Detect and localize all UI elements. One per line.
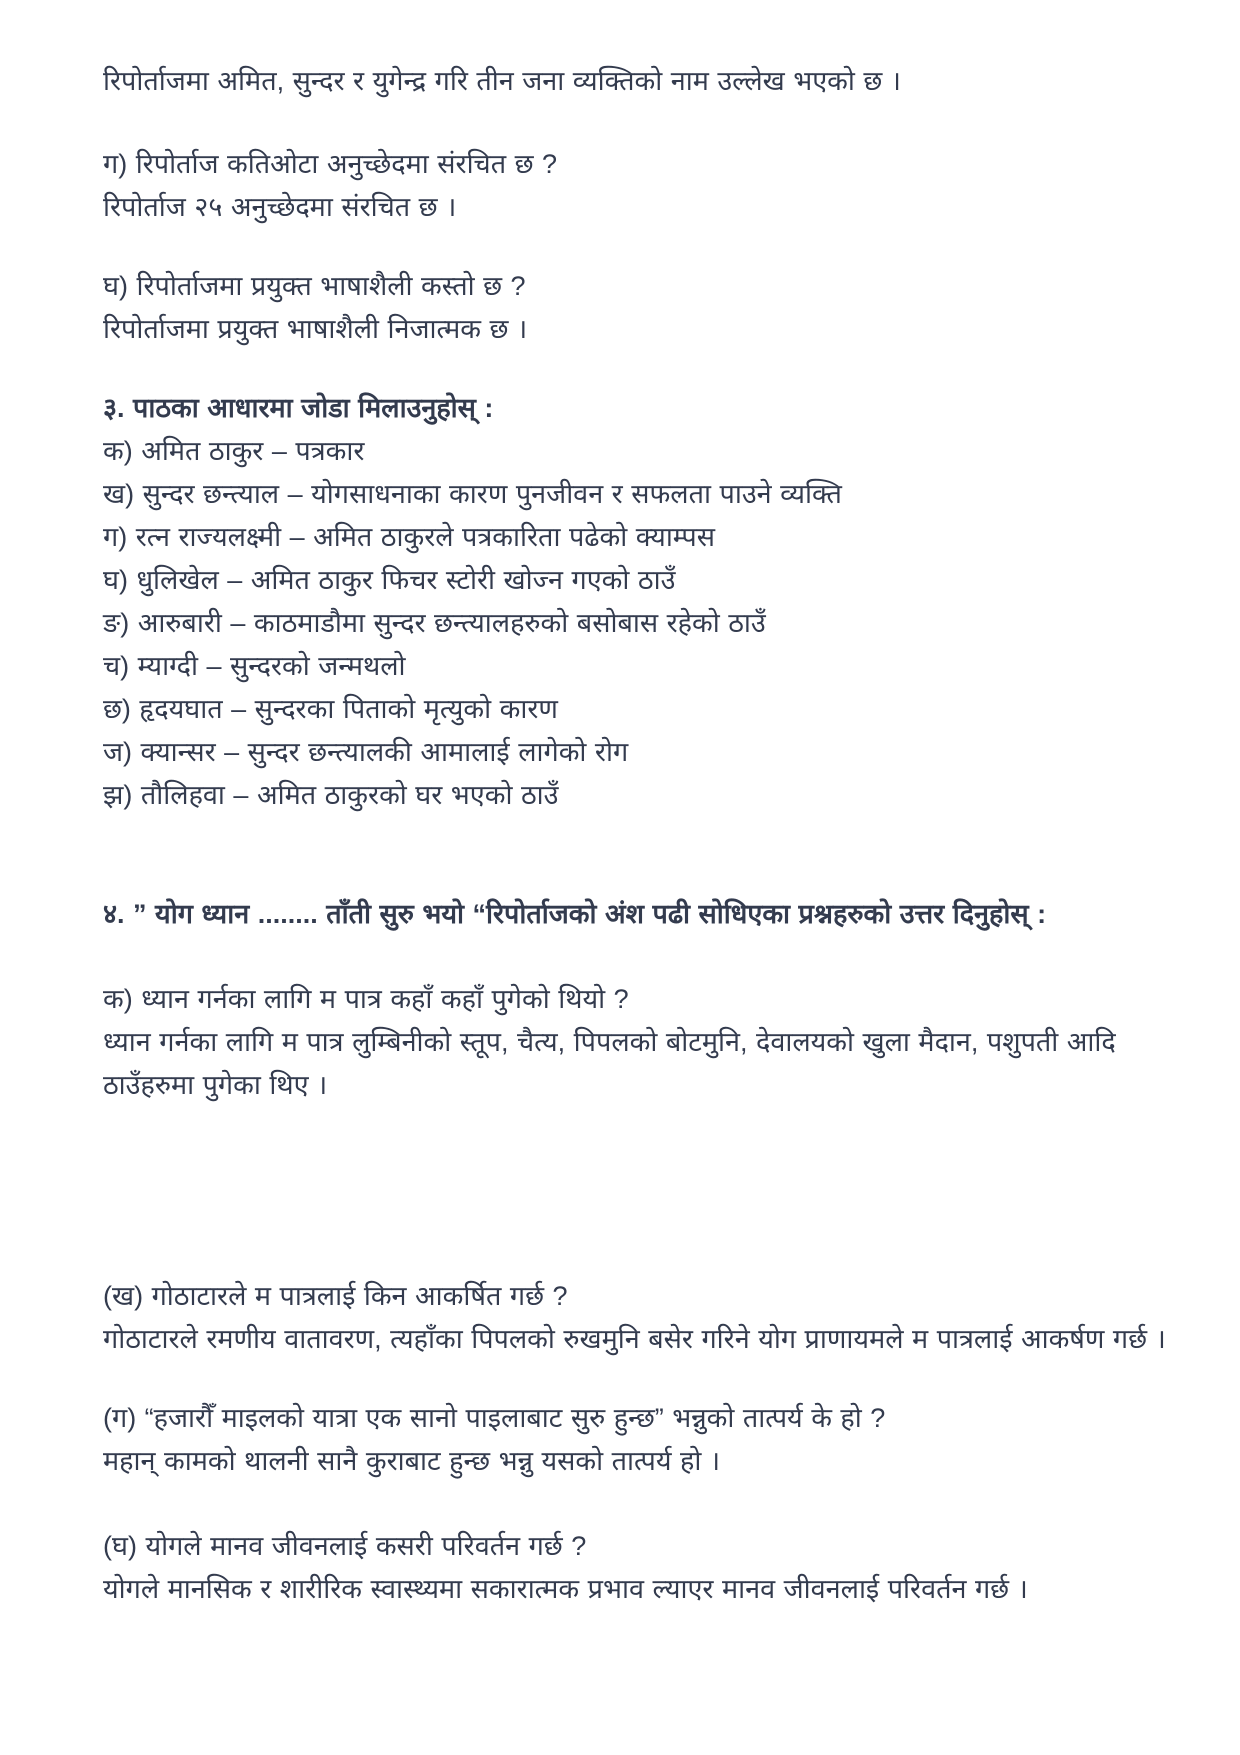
question-4a: क) ध्यान गर्नका लागि म पात्र कहाँ कहाँ पुगेको थियो ?: [103, 984, 629, 1014]
intro-paragraph: रिपोर्ताजमा अमित, सुन्दर र युगेन्द्र गरि तीन जना व्यक्तिको नाम उल्लेख भएको छ ।: [103, 66, 902, 96]
match-list-item: ज) क्यान्सर – सुन्दर छन्त्यालकी आमालाई लागेको रोग: [103, 737, 629, 767]
answer-4b: गोठाटारले रमणीय वातावरण, त्यहाँका पिपलको रुखमुनि बसेर गरिने योग प्राणायमले म पात्रलाई आकर्षण गर्छ ।: [103, 1324, 1166, 1354]
section-3-heading: ३. पाठका आधारमा जोडा मिलाउनुहोस् :: [103, 393, 494, 423]
answer-4d: योगले मानसिक र शारीरिक स्वास्थ्यमा सकारात्मक प्रभाव ल्याएर मानव जीवनलाई परिवर्तन गर्छ ।: [103, 1574, 1028, 1604]
match-list-item: झ) तौलिहवा – अमित ठाकुरको घर भएको ठाउँ: [103, 780, 559, 810]
match-list-item: ख) सुन्दर छन्त्याल – योगसाधनाका कारण पुनजीवन र सफलता पाउने व्यक्ति: [103, 479, 842, 509]
question-4b: (ख) गोठाटारले म पात्रलाई किन आकर्षित गर्छ ?: [103, 1281, 568, 1311]
answer-2c: रिपोर्ताज २५ अनुच्छेदमा संरचित छ ।: [103, 192, 457, 222]
match-list-item: छ) हृदयघात – सुन्दरका पिताको मृत्युको कारण: [103, 694, 558, 724]
answer-4c: महान् कामको थालनी सानै कुराबाट हुन्छ भन्नु यसको तात्पर्य हो ।: [103, 1446, 721, 1476]
question-2c: ग) रिपोर्ताज कतिओटा अनुच्छेदमा संरचित छ ?: [103, 149, 558, 179]
answer-2d: रिपोर्ताजमा प्रयुक्त भाषाशैली निजात्मक छ ।: [103, 314, 528, 344]
match-list-item: क) अमित ठाकुर – पत्रकार: [103, 436, 365, 466]
question-2d: घ) रिपोर्ताजमा प्रयुक्त भाषाशैली कस्तो छ ?: [103, 271, 526, 301]
match-list-item: च) म्याग्दी – सुन्दरको जन्मथलो: [103, 651, 406, 681]
match-list-item: ङ) आरुबारी – काठमाडौमा सुन्दर छन्त्यालहरुको बसोबास रहेको ठाउँ: [103, 608, 766, 638]
question-4c: (ग) “हजारौँ माइलको यात्रा एक सानो पाइलाबाट सुरु हुन्छ” भन्नुको तात्पर्य के हो ?: [103, 1403, 886, 1433]
match-list-item: ग) रत्न राज्यलक्ष्मी – अमित ठाकुरले पत्रकारिता पढेको क्याम्पस: [103, 522, 716, 552]
section-4-heading: ४. ” योग ध्यान ........ ताँती सुरु भयो “रिपोर्ताजको अंश पढी सोधिएका प्रश्नहरुको उत्तर दिनुहोस् :: [103, 899, 1047, 929]
answer-4a: ध्यान गर्नका लागि म पात्र लुम्बिनीको स्तूप, चैत्य, पिपलको बोटमुनि, देवालयको खुला मैदान, पशुपती आदि ठाउँहरुमा पुगेका थिए ।: [103, 1027, 1116, 1100]
match-list-item: घ) धुलिखेल – अमित ठाकुर फिचर स्टोरी खोज्न गएको ठाउँ: [103, 565, 676, 595]
question-4d: (घ) योगले मानव जीवनलाई कसरी परिवर्तन गर्छ ?: [103, 1531, 587, 1561]
